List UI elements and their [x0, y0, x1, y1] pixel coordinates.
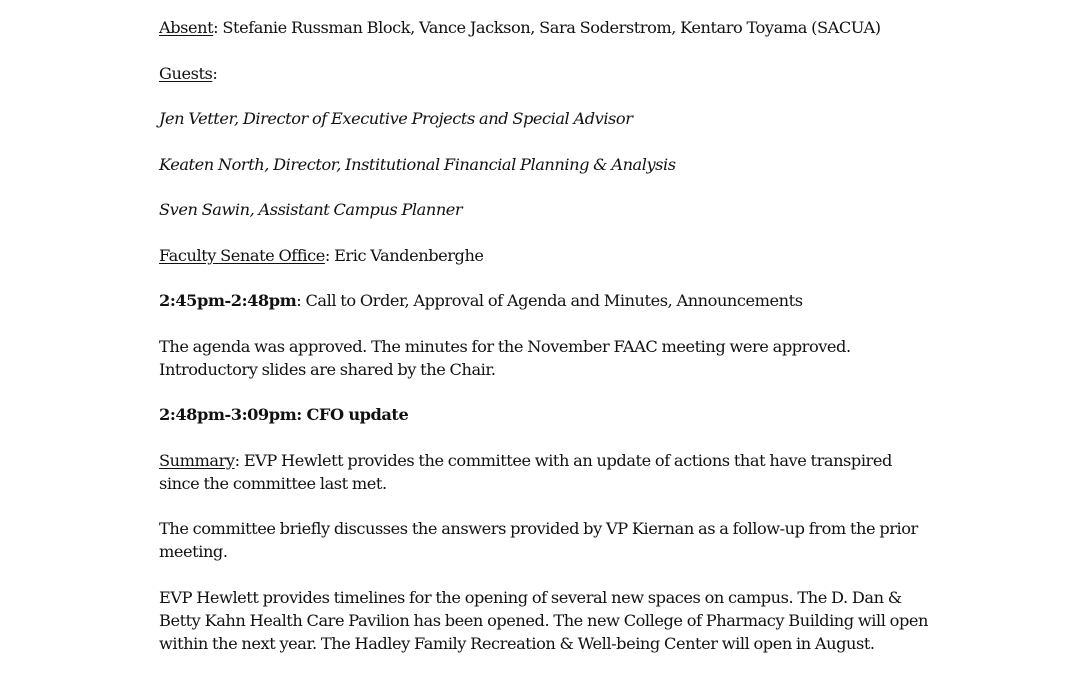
document-page: [159, 16, 929, 677]
faculty-senate-office-line: [159, 244, 929, 267]
summary-text: EVP Hewlett provides the committee with an update of actions that have transpired since the committee last met.: [159, 450, 892, 493]
guest-item: Sven Sawin, Assistant Campus Planner: [159, 200, 463, 219]
faculty-senate-office-label: Faculty Senate Office: [159, 245, 325, 265]
guest-item: Jen Vetter, Director of Executive Projects and Special Advisor: [159, 109, 633, 128]
agenda-separator: :: [296, 291, 306, 310]
absent-separator: :: [213, 18, 223, 37]
faculty-senate-office-separator: :: [324, 245, 335, 265]
guest-item: Keaten North, Director, Institutional Financial Planning & Analysis: [159, 154, 676, 174]
discussion-paragraph: The committee briefly discusses the answers provided by VP Kiernan as a follow-up from the prior meeting.: [159, 519, 918, 561]
agenda-item-cfo-update: 2:48pm-3:09pm: CFO update: [159, 405, 409, 424]
summary-separator: :: [234, 450, 244, 470]
absent-names: Stefanie Russman Block, Vance Jackson, Sara Soderstrom, Kentaro Toyama (SACUA): [222, 18, 881, 37]
absent-line: [159, 16, 929, 39]
timelines-paragraph: EVP Hewlett provides timelines for the opening of several new spaces on campus. The D. Dan & Betty Kahn Health Care Pavilion has been opened. The new College of Pharmacy Building will open within the next year. The Hadley Family Recreation & Well-being Center will open in August.: [159, 587, 928, 653]
guests-label: Guests: [159, 63, 213, 83]
faculty-senate-office-name: Eric Vandenberghe: [334, 245, 484, 265]
agenda-item-call-to-order: [159, 289, 929, 312]
summary-label: Summary: [159, 450, 235, 470]
agenda-title: Call to Order, Approval of Agenda and Minutes, Announcements: [305, 291, 803, 310]
agenda-time: 2:45pm-2:48pm: [159, 291, 297, 310]
absent-label: Absent: [159, 18, 214, 37]
summary-paragraph: [159, 449, 929, 495]
guests-separator: :: [212, 63, 218, 83]
approval-paragraph: The agenda was approved. The minutes for the November FAAC meeting were approved. Introductory slides are shared by the Chair.: [159, 336, 851, 379]
guests-heading: [159, 62, 929, 85]
